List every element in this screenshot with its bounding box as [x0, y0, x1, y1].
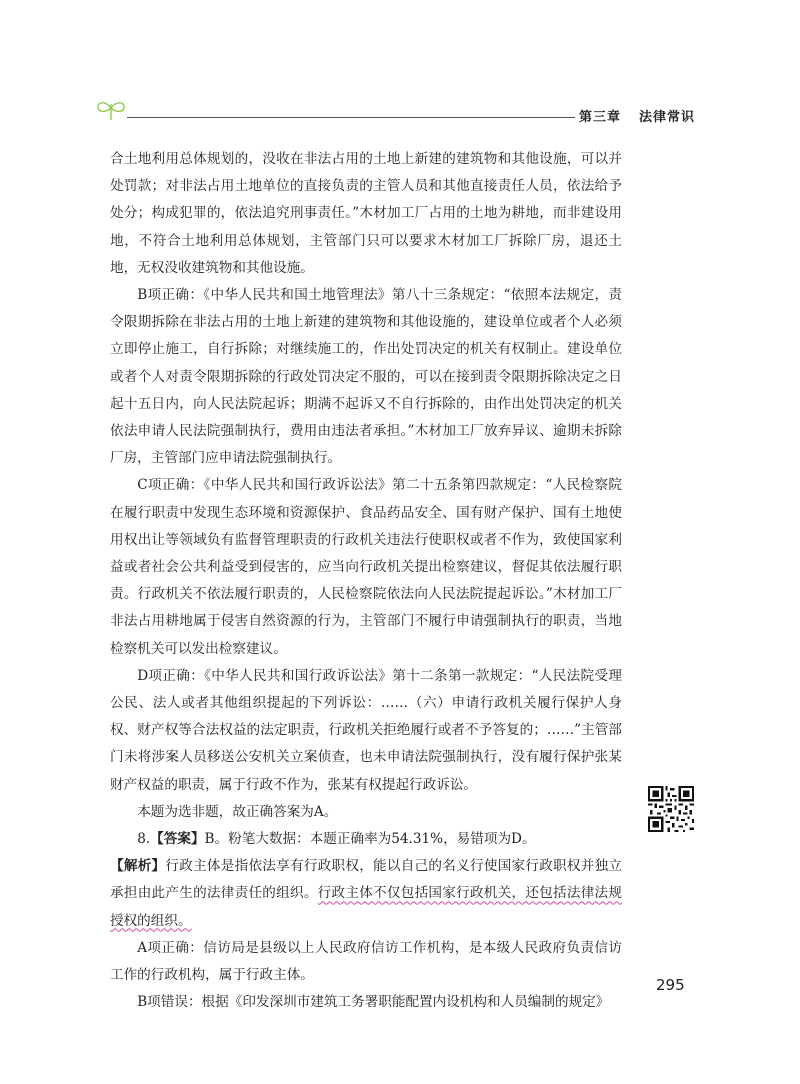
analysis-paragraph	[110, 853, 622, 935]
paragraph-option-b-analysis: B项错误：根据《印发深圳市建筑工务署职能配置内设机构和人员编制的规定》	[137, 994, 610, 1011]
answer-label: 【答案】	[150, 831, 205, 848]
leaf-icon	[95, 96, 127, 122]
page-body	[110, 146, 622, 1017]
page-number: 295	[656, 976, 685, 994]
paragraph-option-c: C项正确：《中华人民共和国行政诉讼法》第二十五条第四款规定：“人民检察院在履行职责中发现生态环境和资源保护、食品药品安全、国有财产保护、国有土地使用权出让等领域负有监督管理职责的行政机关违法行使职权或者不作为，致使国家利益或者社会公共利益受到侵害的，应当向行政机关提出检察建议，督促其依法履行职责。行政机关不依法履行职责的，人民检察院依法向人民法院提起诉讼。”木材加工厂非法占用耕地属于侵害自然资源的行为，主管部门不履行申请强制执行的职责，当地检察机关可以发出检察建议。	[110, 477, 622, 657]
paragraph-option-b: B项正确：《中华人民共和国土地管理法》第八十三条规定：“依照本法规定，责令限期拆除在非法占用的土地上新建的建筑物和其他设施的，建设单位或者个人必须立即停止施工，自行拆除；对继续施工的，作出处罚决定的机关有权制止。建设单位或者个人对责令限期拆除的行政处罚决定不服的，可以在接到责令限期拆除决定之日起十五日内，向人民法院起诉；期满不起诉又不自行拆除的，由作出处罚决定的机关依法申请人民法院强制执行，费用由违法者承担。”木材加工厂放弃异议、逾期未拆除厂房，主管部门应申请法院强制执行。	[110, 287, 622, 467]
chapter-title	[575, 106, 695, 125]
question-number: 8.	[137, 831, 151, 848]
paragraph-option-a-analysis: A项正确：信访局是县级以上人民政府信访工作机构，是本级人民政府负责信访工作的行政机构，属于行政主体。	[110, 939, 622, 984]
analysis-label: 【解析】	[110, 858, 166, 875]
answer-text: B。粉笔大数据：本题正确率为54.31%，易错项为D。	[204, 831, 536, 848]
paragraph-continuation: 合土地利用总体规划的，没收在非法占用的土地上新建的建筑物和其他设施，可以并处罚款；对非法占用土地单位的直接负责的主管人员和其他直接责任人员，依法给予处分；构成犯罪的，依法追究刑事责任。”木材加工厂占用的土地为耕地，而非建设用地，不符合土地利用总体规划，主管部门只可以要求木材加工厂拆除厂房，退还土地，无权没收建筑物和其他设施。	[110, 151, 622, 276]
chapter-number: 第三章	[578, 110, 621, 125]
page-header	[95, 96, 700, 126]
analysis-text: 行政主体是指依法享有行政职权，能以自己的名义行使国家行政职权并独立承担由此产生的法律责任的组织。	[110, 858, 623, 902]
paragraph-option-d: D项正确：《中华人民共和国行政诉讼法》第十二条第一款规定：“人民法院受理公民、法人或者其他组织提起的下列诉讼：……（六）申请行政机关履行保护人身权、财产权等合法权益的法定职责，行政机关拒绝履行或者不予答复的；……”主管部门未将涉案人员移送公安机关立案侦查，也未申请法院强制执行，没有履行保护张某财产权益的职责，属于行政不作为，张某有权提起行政诉讼。	[110, 667, 622, 793]
answer-line	[110, 826, 622, 853]
highlighted-text: 行政主体不仅包括国家行政机关，还包括法律法规授权的组织。	[110, 885, 623, 929]
chapter-name: 法律常识	[638, 110, 695, 125]
qr-code-icon[interactable]	[648, 786, 694, 832]
paragraph-conclusion: 本题为选非题，故正确答案为A。	[137, 803, 338, 820]
